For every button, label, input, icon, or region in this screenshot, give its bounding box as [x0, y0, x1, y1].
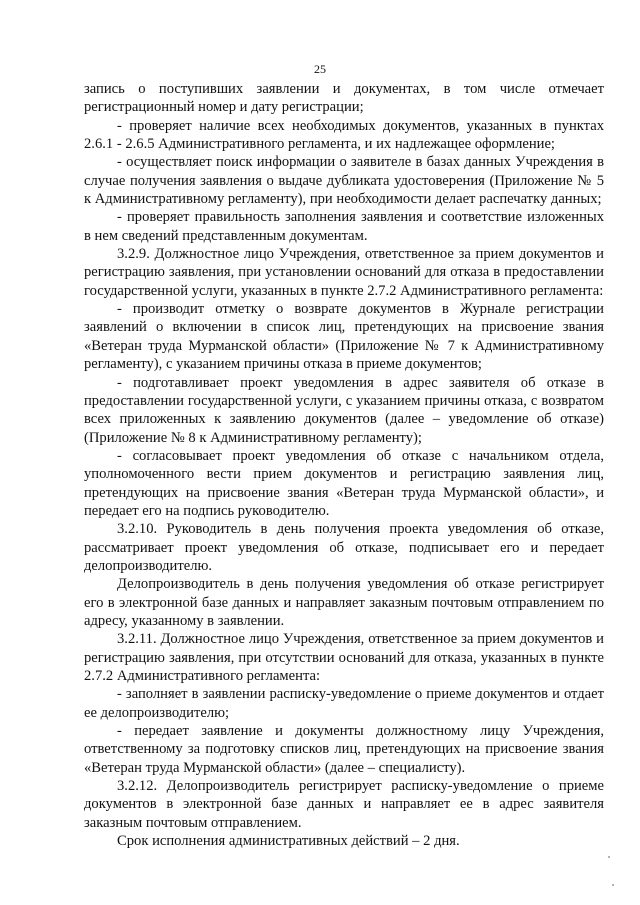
paragraph: запись о поступивших заявлении и документах, в том числе отмечает регистрационный номер и дату регистрации; — [84, 81, 604, 116]
paragraph: 3.2.10. Руководитель в день получения проекта уведомления об отказе, рассматривает проект уведомления об отказе, подписывает его и передает делопроизводителю. — [84, 521, 604, 574]
paragraph: - осуществляет поиск информации о заявителе в базах данных Учреждения в случае получения заявления о выдаче дубликата удостоверения (Приложение № 5 к Административному регламенту), при необходимости делает распечатку данных; — [84, 154, 604, 208]
paragraph: - согласовывает проект уведомления об отказе с начальником отдела, уполномоченного вести прием документов и регистрацию заявления лиц, претендующих на присвоение звания «Ветеран труда Мурманской области», и передает его на подпись руководителю. — [84, 447, 604, 519]
paragraph: - заполняет в заявлении расписку-уведомление о приеме документов и отдает ее делопроизводителю; — [84, 686, 604, 721]
paragraph: - подготавливает проект уведомления в адрес заявителя об отказе в предоставлении государственной услуги, с указанием причины отказа, с возвратом всех приложенных к заявлению документов (далее – уведомление об отказе) (Приложение № 8 к Административному регламенту); — [84, 374, 604, 446]
page-number: 25 — [314, 62, 326, 76]
scan-speck — [608, 856, 610, 858]
paragraph: - передает заявление и документы должностному лицу Учреждения, ответственному за подготовку списков лиц, претендующих на присвоение звания «Ветеран труда Мурманской области» (далее – специалисту). — [84, 723, 604, 776]
scan-speck — [612, 884, 614, 886]
paragraph: 3.2.11. Должностное лицо Учреждения, ответственное за прием документов и регистрацию заявления, при отсутствии оснований для отказа, указанных в пункте 2.7.2 Административного регламента: — [84, 631, 604, 684]
paragraph: Делопроизводитель в день получения уведомления об отказе регистрирует его в электронной базе данных и направляет заказным почтовым отправлением по адресу, указанному в заявлении. — [84, 576, 604, 629]
paragraph: 3.2.12. Делопроизводитель регистрирует расписку-уведомление о приеме документов в электронной базе данных и направляет ее в адрес заявителя заказным почтовым отправлением. — [84, 778, 604, 831]
document-body — [84, 80, 604, 850]
paragraph: - проверяет правильность заполнения заявления и соответствие изложенных в нем сведений представленным документам. — [84, 209, 604, 244]
paragraph: 3.2.9. Должностное лицо Учреждения, ответственное за прием документов и регистрацию заявления, при установлении оснований для отказа в предоставлении государственной услуги, указанных в пункте 2.7.2 Административного регламента: — [84, 246, 604, 299]
paragraph: Срок исполнения административных действий – 2 дня. — [117, 833, 460, 850]
paragraph: - производит отметку о возврате документов в Журнале регистрации заявлений о включении в список лиц, претендующих на присвоение звания «Ветеран труда Мурманской области» (Приложение № 7 к Административному регламенту), с указанием причины отказа в приеме документов; — [84, 301, 604, 373]
paragraph: - проверяет наличие всех необходимых документов, указанных в пунктах 2.6.1 - 2.6.5 Административного регламента, и их надлежащее оформление; — [84, 117, 604, 153]
